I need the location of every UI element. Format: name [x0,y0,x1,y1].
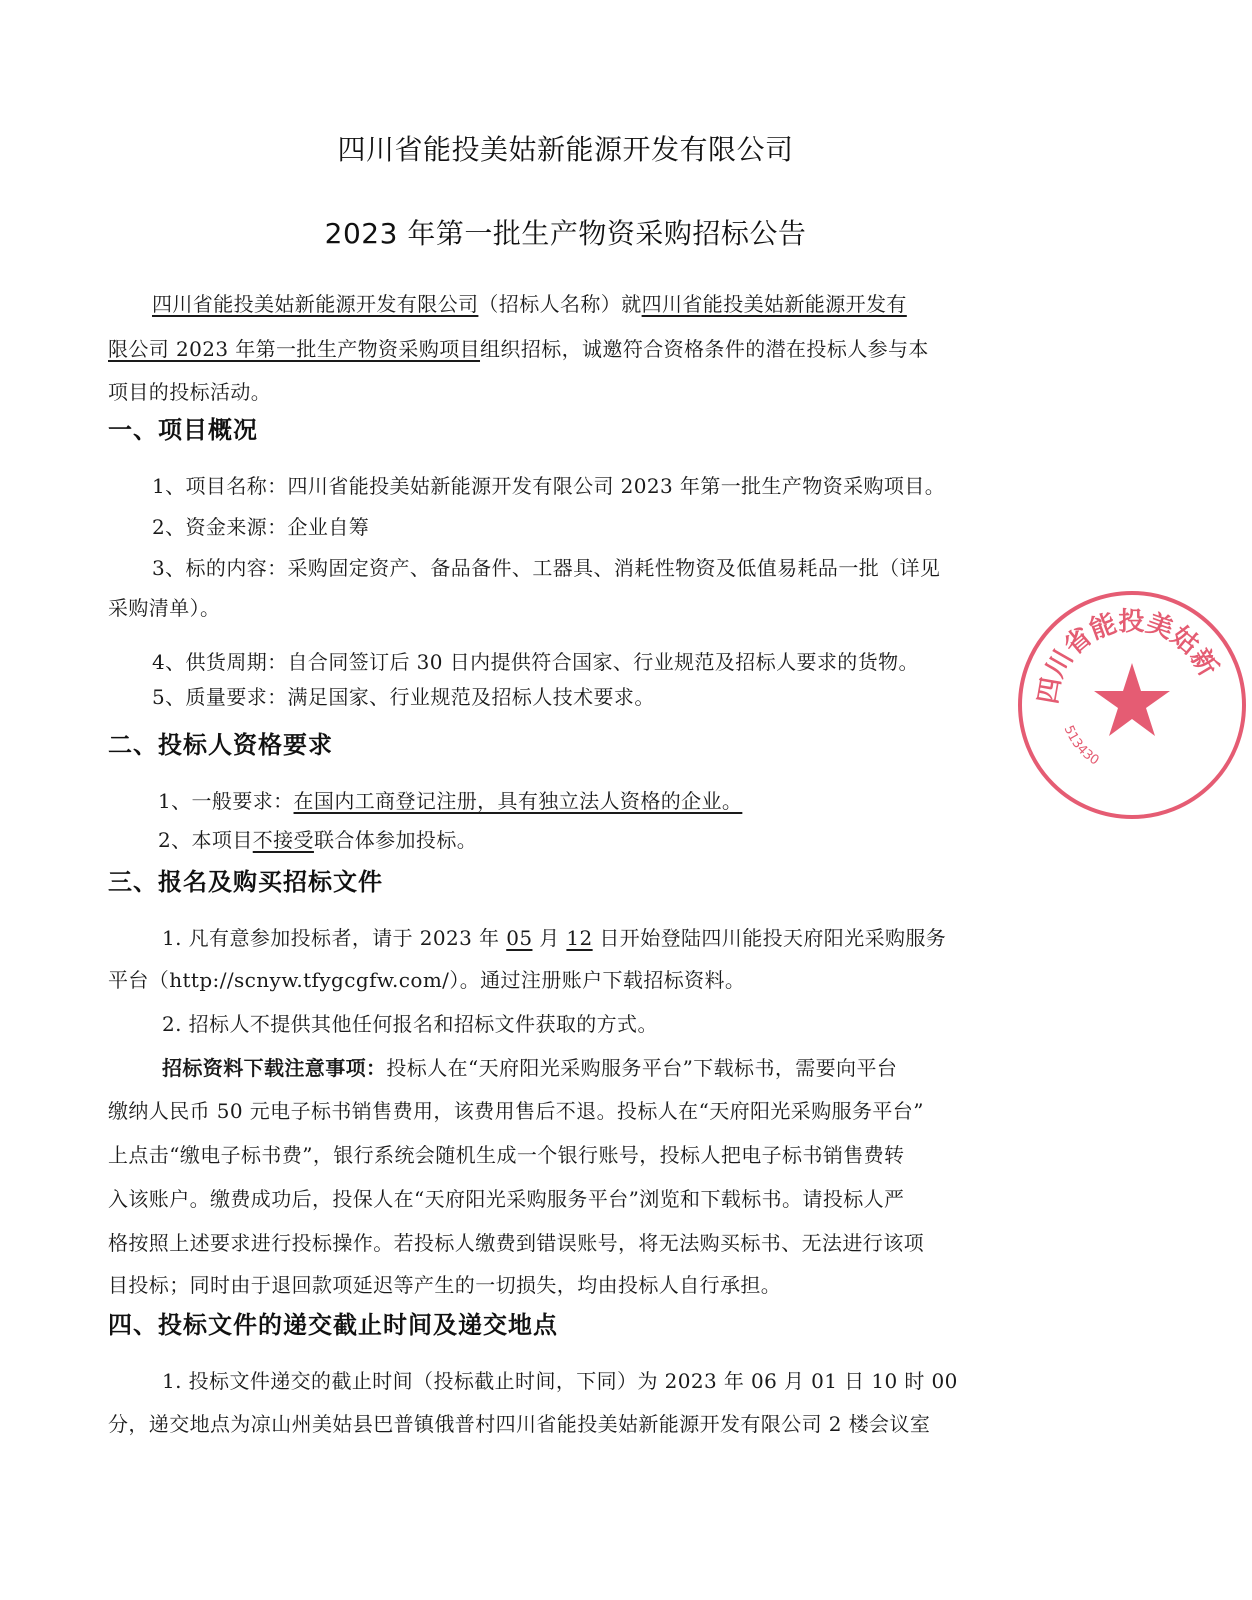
s3-note-line-1 [162,1054,897,1082]
s3-month: 05 [506,926,533,950]
section-3-heading: 三、报名及购买招标文件 [108,868,383,896]
s3-note-line-3: 上点击“缴电子标书费”，银行系统会随机生成一个银行账号，投标人把电子标书销售费转 [108,1143,905,1167]
intro-line-3: 项目的投标活动。 [108,380,272,404]
seal-number: 513430 [1060,723,1102,769]
section-4-heading: 四、投标文件的递交截止时间及递交地点 [108,1311,558,1339]
s3-note-label: 招标资料下载注意事项： [162,1056,387,1080]
s3-note-line-2: 缴纳人民币 50 元电子标书销售费用，该费用售后不退。投标人在“天府阳光采购服务平台” [108,1099,924,1123]
tenderer-name: 四川省能投美姑新能源开发有限公司 [152,292,479,316]
s1-item-4: 4、供货周期：自合同签订后 30 日内提供符合国家、行业规范及招标人要求的货物。 [152,650,919,674]
section-1-heading: 一、项目概况 [108,416,258,444]
s3-text: 日开始登陆四川能投天府阳光采购服务 [592,926,947,950]
intro-text: 组织招标，诚邀符合资格条件的潜在投标人参与本 [480,337,929,361]
company-seal-stamp [1012,585,1252,825]
seal-star [1094,663,1170,736]
intro-line-2 [108,335,929,363]
s1-item-3-line-1: 3、标的内容：采购固定资产、备品备件、工器具、消耗性物资及低值易耗品一批（详见 [152,556,941,580]
section-2-heading: 二、投标人资格要求 [108,731,333,759]
s3-item-1-line-2: 平台（http://scnyw.tfygcgfw.com/）。通过注册账户下载招标资料。 [108,968,746,992]
s3-item-2: 2. 招标人不提供其他任何报名和招标文件获取的方式。 [162,1012,658,1036]
s2-item-1 [158,787,742,815]
s4-item-1-line-1: 1. 投标文件递交的截止时间（投标截止时间，下同）为 2023 年 06 月 01 日 10 时 00 [162,1369,958,1393]
s3-note-line-5: 格按照上述要求进行投标操作。若投标人缴费到错误账号，将无法购买标书、无法进行该项 [108,1231,924,1255]
seal-text: 四川省能投美姑新 [1033,606,1223,707]
s1-item-2: 2、资金来源：企业自筹 [152,515,370,539]
s2-item-2 [158,826,477,854]
s3-item-1-line-1 [162,924,946,952]
s3-day: 12 [566,926,593,950]
s4-item-1-line-2: 分，递交地点为凉山州美姑县巴普镇俄普村四川省能投美姑新能源开发有限公司 2 楼会议室 [108,1412,931,1436]
s3-text: 月 [532,926,567,950]
s3-note-line-6: 目投标；同时由于退回款项延迟等产生的一切损失，均由投标人自行承担。 [108,1273,782,1297]
notice-title: 2023 年第一批生产物资采购招标公告 [324,217,807,250]
s2-item-1-requirement: 在国内工商登记注册，具有独立法人资格的企业。 [293,789,743,813]
s3-note-text: 投标人在“天府阳光采购服务平台”下载标书，需要向平台 [386,1056,898,1080]
s1-item-3-line-2: 采购清单）。 [108,596,221,620]
s1-item-1: 1、项目名称：四川省能投美姑新能源开发有限公司 2023 年第一批生产物资采购项目。 [152,474,946,498]
s3-note-line-4: 入该账户。缴费成功后，投保人在“天府阳光采购服务平台”浏览和下载标书。请投标人严 [108,1187,905,1211]
s2-item-2-text: 联合体参加投标。 [313,828,478,852]
s2-item-1-label: 1、一般要求： [158,789,294,813]
project-name-part1: 四川省能投美姑新能源开发有 [641,292,907,316]
intro-text: （招标人名称）就 [478,292,642,316]
s2-item-2-emphasis: 不接受 [252,828,314,852]
project-name-part2: 限公司 2023 年第一批生产物资采购项目 [108,337,481,361]
s1-item-5: 5、质量要求：满足国家、行业规范及招标人技术要求。 [152,685,655,709]
s2-item-2-text: 2、本项目 [158,828,253,852]
s3-text: 1. 凡有意参加投标者，请于 2023 年 [162,926,507,950]
intro-line-1 [152,290,907,318]
company-title: 四川省能投美姑新能源开发有限公司 [337,133,794,166]
